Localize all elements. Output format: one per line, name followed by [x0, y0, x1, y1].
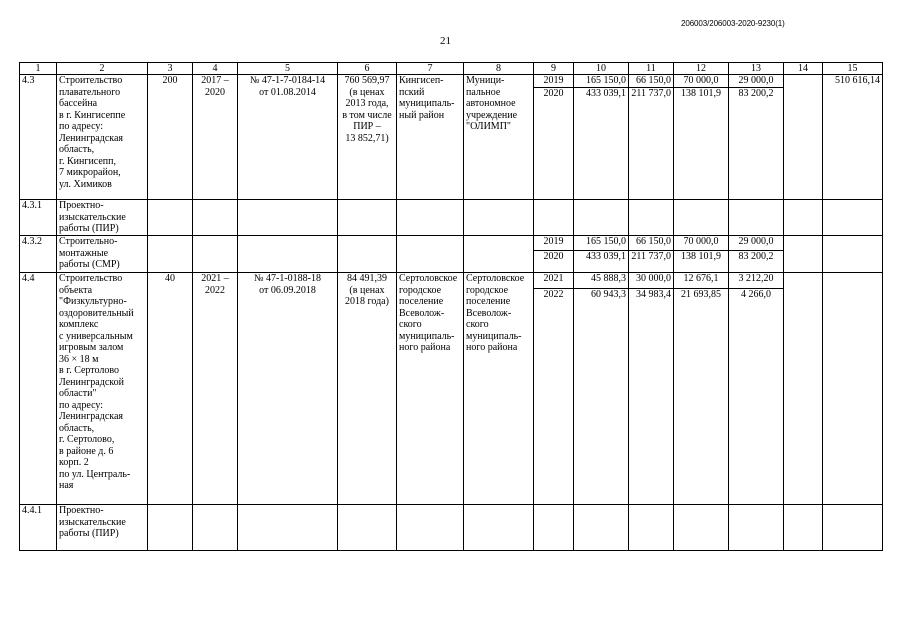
- col-header: 6: [338, 63, 397, 75]
- expertise: № 47-1-7-0184-14 от 01.08.2014: [238, 75, 338, 200]
- capacity: 40: [148, 273, 193, 505]
- regional-amount: 21 693,85: [674, 289, 729, 505]
- federal-amount: 66 150,0: [629, 236, 674, 251]
- empty-cell: [674, 505, 729, 551]
- empty-cell: [629, 505, 674, 551]
- local-amount: 4 266,0: [729, 289, 784, 505]
- regional-amount: 138 101,9: [674, 251, 729, 273]
- col-header: 11: [629, 63, 674, 75]
- table-row: [20, 200, 883, 236]
- local-amount: 83 200,2: [729, 251, 784, 273]
- cost: 760 569,97 (в ценах 2013 года, в том числе ПИР – 13 852,71): [338, 75, 397, 200]
- empty-cell: [629, 200, 674, 236]
- empty-cell: [338, 505, 397, 551]
- empty-cell: [148, 200, 193, 236]
- empty-cell: [784, 75, 823, 200]
- year: 2021: [534, 273, 574, 289]
- local-amount: 83 200,2: [729, 88, 784, 200]
- empty-cell: [823, 505, 883, 551]
- regional-amount: 12 676,1: [674, 273, 729, 289]
- empty-cell: [148, 505, 193, 551]
- empty-cell: [784, 200, 823, 236]
- empty-cell: [338, 236, 397, 273]
- local-amount: 3 212,20: [729, 273, 784, 289]
- col-header: 3: [148, 63, 193, 75]
- total-amount: 45 888,3: [574, 273, 629, 289]
- object-name: Строительно- монтажные работы (СМР): [57, 236, 148, 273]
- local-amount: 29 000,0: [729, 75, 784, 88]
- regional-amount: 70 000,0: [674, 75, 729, 88]
- empty-cell: [193, 200, 238, 236]
- empty-cell: [784, 505, 823, 551]
- object-name: Проектно- изыскательские работы (ПИР): [57, 200, 148, 236]
- col-header: 5: [238, 63, 338, 75]
- table-row: [20, 273, 883, 289]
- table-row: [20, 505, 883, 551]
- municipality: Кингисеп- пский муниципаль- ный район: [397, 75, 464, 200]
- col-header: 7: [397, 63, 464, 75]
- federal-amount: 66 150,0: [629, 75, 674, 88]
- col-header: 13: [729, 63, 784, 75]
- empty-cell: [193, 236, 238, 273]
- col-header: 14: [784, 63, 823, 75]
- empty-cell: [534, 505, 574, 551]
- col-header: 10: [574, 63, 629, 75]
- total-amount: 433 039,1: [574, 251, 629, 273]
- row-number: 4.3: [20, 75, 57, 200]
- col-header: 1: [20, 63, 57, 75]
- col-header: 12: [674, 63, 729, 75]
- col15-amount: 510 616,14: [823, 75, 883, 200]
- empty-cell: [397, 505, 464, 551]
- row-number: 4.4: [20, 273, 57, 505]
- total-amount: 165 150,0: [574, 236, 629, 251]
- empty-cell: [674, 200, 729, 236]
- empty-cell: [464, 505, 534, 551]
- capacity: 200: [148, 75, 193, 200]
- total-amount: 60 943,3: [574, 289, 629, 505]
- year: 2022: [534, 289, 574, 505]
- empty-cell: [823, 236, 883, 273]
- col-header: 2: [57, 63, 148, 75]
- municipality: Сертоловское городское поселение Всеволож- ского муниципаль- ного района: [397, 273, 464, 505]
- document-id: 206003/206003-2020-9230(1): [681, 19, 785, 28]
- investment-table: [19, 62, 883, 551]
- empty-cell: [784, 273, 823, 505]
- empty-cell: [574, 200, 629, 236]
- object-name: Строительство объекта "Физкультурно- оздоровительный комплекс с универсальным игровым залом 36 × 18 м в г. Сертолово Ленинградской области" по адресу: Ленинградская область, г. Сертолово, в районе д. 6 корп. 2 по ул. Централь- ная: [57, 273, 148, 505]
- empty-cell: [238, 236, 338, 273]
- page-number: 21: [440, 35, 451, 47]
- empty-cell: [338, 200, 397, 236]
- period: 2017 – 2020: [193, 75, 238, 200]
- year: 2019: [534, 236, 574, 251]
- federal-amount: 211 737,0: [629, 251, 674, 273]
- empty-cell: [534, 200, 574, 236]
- empty-cell: [464, 200, 534, 236]
- col-header: 4: [193, 63, 238, 75]
- empty-cell: [238, 200, 338, 236]
- regional-amount: 138 101,9: [674, 88, 729, 200]
- empty-cell: [784, 236, 823, 273]
- total-amount: 165 150,0: [574, 75, 629, 88]
- empty-cell: [238, 505, 338, 551]
- object-name: Проектно- изыскательские работы (ПИР): [57, 505, 148, 551]
- federal-amount: 30 000,0: [629, 273, 674, 289]
- object-name: Строительство плавательного бассейна в г. Кингисеппе по адресу: Ленинградская область, г. Кингисепп, 7 микрорайон, ул. Химиков: [57, 75, 148, 200]
- empty-cell: [193, 505, 238, 551]
- customer: Сертоловское городское поселение Всеволож- ского муниципаль- ного района: [464, 273, 534, 505]
- empty-cell: [823, 273, 883, 505]
- federal-amount: 34 983,4: [629, 289, 674, 505]
- row-number: 4.3.1: [20, 200, 57, 236]
- year: 2020: [534, 251, 574, 273]
- row-number: 4.3.2: [20, 236, 57, 273]
- empty-cell: [729, 200, 784, 236]
- table-row: [20, 236, 883, 251]
- period: 2021 – 2022: [193, 273, 238, 505]
- local-amount: 29 000,0: [729, 236, 784, 251]
- cost: 84 491,39 (в ценах 2018 года): [338, 273, 397, 505]
- regional-amount: 70 000,0: [674, 236, 729, 251]
- col-header: 8: [464, 63, 534, 75]
- empty-cell: [574, 505, 629, 551]
- col-header: 15: [823, 63, 883, 75]
- empty-cell: [148, 236, 193, 273]
- total-amount: 433 039,1: [574, 88, 629, 200]
- table-row: [20, 75, 883, 88]
- empty-cell: [397, 236, 464, 273]
- col-header: 9: [534, 63, 574, 75]
- empty-cell: [464, 236, 534, 273]
- empty-cell: [823, 200, 883, 236]
- customer: Муници- пальное автономное учреждение "ОЛИМП": [464, 75, 534, 200]
- year: 2020: [534, 88, 574, 200]
- empty-cell: [397, 200, 464, 236]
- row-number: 4.4.1: [20, 505, 57, 551]
- column-number-row: [20, 63, 883, 75]
- empty-cell: [729, 505, 784, 551]
- federal-amount: 211 737,0: [629, 88, 674, 200]
- year: 2019: [534, 75, 574, 88]
- expertise: № 47-1-0188-18 от 06.09.2018: [238, 273, 338, 505]
